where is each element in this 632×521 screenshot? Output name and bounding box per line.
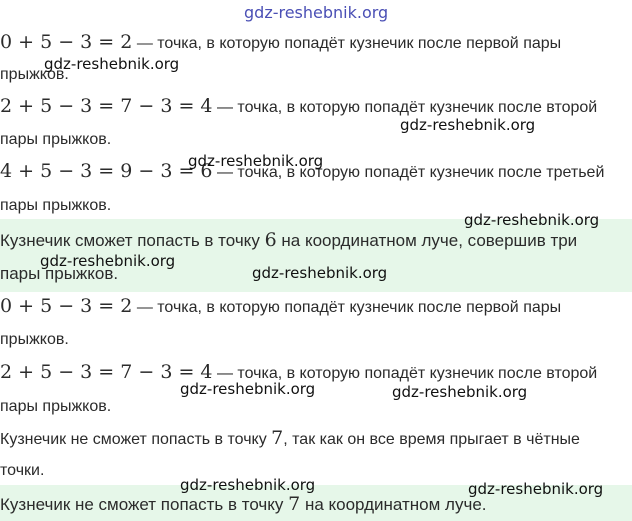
watermark: gdz-reshebnik.org xyxy=(180,476,316,494)
conclusion-1-number: 6 xyxy=(264,229,277,251)
equation-line-4 xyxy=(0,296,561,318)
equation-1-text: — точка, в которую попадёт кузнечик после первой пары xyxy=(136,35,562,52)
equation-line-2-cont: пары прыжков. xyxy=(0,131,112,148)
watermark: gdz-reshebnik.org xyxy=(400,116,536,134)
statement-pre: Кузнечик не сможет попасть в точку xyxy=(0,431,267,448)
watermark: gdz-reshebnik.org xyxy=(392,383,528,401)
equation-3: 4 + 5 − 3 = 9 − 3 = 6 xyxy=(0,160,213,182)
equation-5-text: — точка, в которую попадёт кузнечик после второй xyxy=(216,365,598,382)
equation-line-1-cont: прыжков. xyxy=(0,66,69,83)
statement-number: 7 xyxy=(271,427,284,449)
statement-post: , так как он все время прыгает в чётные xyxy=(283,431,580,448)
conclusion-2-post: на координатном луче. xyxy=(304,495,487,514)
equation-2: 2 + 5 − 3 = 7 − 3 = 4 xyxy=(0,95,213,117)
equation-4: 0 + 5 − 3 = 2 xyxy=(0,295,133,317)
watermark: gdz-reshebnik.org xyxy=(180,380,316,398)
watermark: gdz-reshebnik.org xyxy=(44,55,180,73)
watermark: gdz-reshebnik.org xyxy=(40,252,176,270)
equation-1: 0 + 5 − 3 = 2 xyxy=(0,31,133,53)
equation-line-3-cont: пары прыжков. xyxy=(0,197,112,214)
watermark-top: gdz-reshebnik.org xyxy=(244,3,389,22)
equation-3-text: — точка, в которую попадёт кузнечик после третьей xyxy=(216,164,605,181)
equation-4-text: — точка, в которую попадёт кузнечик после первой пары xyxy=(136,299,562,316)
statement-line-cont: точки. xyxy=(0,462,45,479)
watermark: gdz-reshebnik.org xyxy=(188,152,324,170)
equation-line-2 xyxy=(0,96,597,118)
statement-line xyxy=(0,428,580,450)
equation-line-5-cont: пары прыжков. xyxy=(0,398,112,415)
watermark: gdz-reshebnik.org xyxy=(252,264,388,282)
conclusion-1 xyxy=(0,230,577,251)
conclusion-2 xyxy=(0,494,487,515)
equation-line-1 xyxy=(0,32,561,54)
conclusion-1-cont: пары прыжков. xyxy=(0,264,119,283)
equation-line-4-cont: прыжков. xyxy=(0,331,69,348)
equation-5: 2 + 5 − 3 = 7 − 3 = 4 xyxy=(0,361,213,383)
conclusion-1-post: на координатном луче, совершив три xyxy=(281,231,578,250)
equation-2-text: — точка, в которую попадёт кузнечик после второй xyxy=(216,99,598,116)
watermark: gdz-reshebnik.org xyxy=(464,211,600,229)
conclusion-2-pre: Кузнечик не сможет попасть в точку xyxy=(0,495,284,514)
conclusion-1-pre: Кузнечик сможет попасть в точку xyxy=(0,231,260,250)
watermark: gdz-reshebnik.org xyxy=(468,480,604,498)
conclusion-2-number: 7 xyxy=(288,493,301,515)
